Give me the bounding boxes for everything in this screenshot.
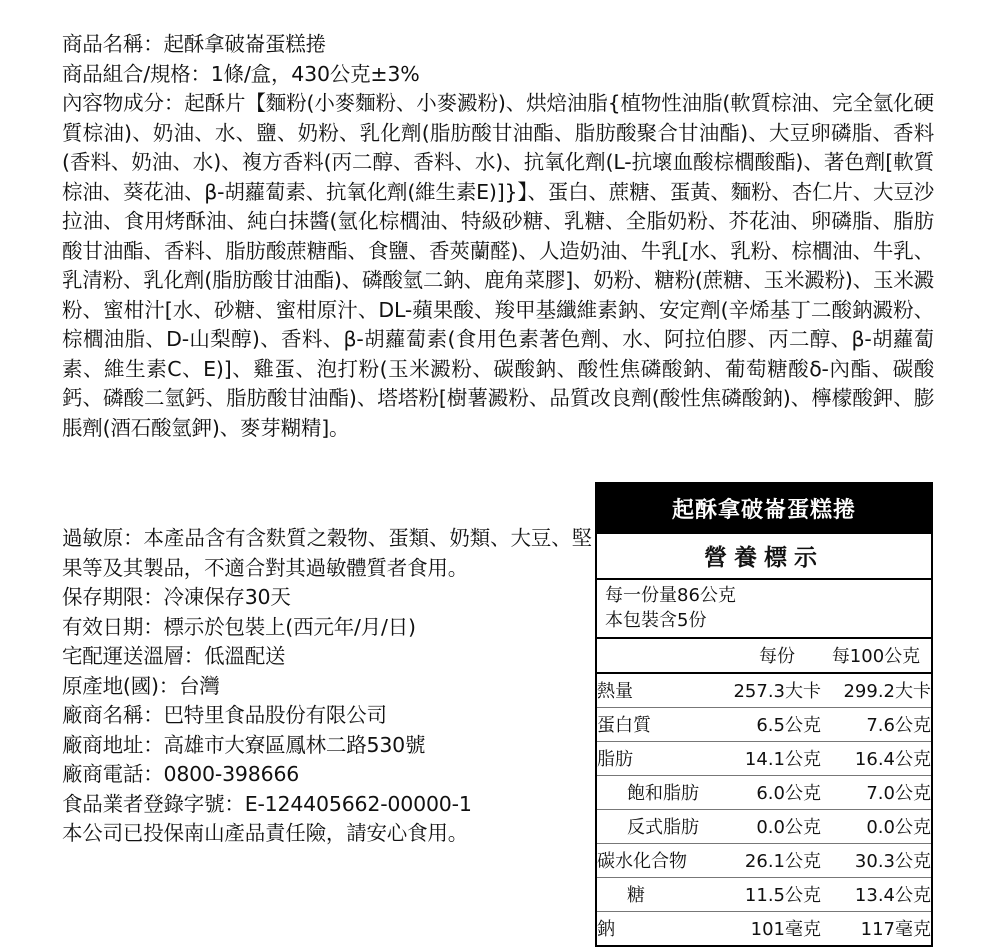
- nutrient-per-serving: 101毫克: [750, 919, 821, 940]
- nutrient-per-serving: 0.0公克: [733, 810, 821, 844]
- expiry-text: 有效日期：標示於包裝上(西元年/月/日): [62, 614, 416, 639]
- nutrient-name: 脂肪: [597, 742, 733, 776]
- nutrition-header-per-100g: 每100公克: [831, 646, 921, 667]
- nutrition-column-headers: [597, 639, 931, 674]
- nutrient-per-100g: 0.0公克: [821, 810, 931, 844]
- serving-size: 每一份量86公克: [605, 585, 736, 606]
- nutrient-per-100g: 13.4公克: [821, 878, 931, 912]
- delivery-temp-text: 宅配運送溫層：低溫配送: [62, 644, 286, 668]
- nutrient-per-100g: 7.6公克: [821, 708, 931, 742]
- ingredients-block: [62, 30, 934, 443]
- nutrient-name: 碳水化合物: [597, 844, 733, 878]
- nutrient-name: 反式脂肪: [597, 810, 733, 844]
- allergen-text: 過敏原：本產品含有含麩質之穀物、蛋類、奶類、大豆、堅果等及其製品，不適合對其過敏體質者食用。: [62, 526, 592, 580]
- nutrition-header-blank: [597, 639, 733, 672]
- table-row: [597, 844, 931, 878]
- nutrient-name: 糖: [597, 878, 733, 912]
- product-name-line: 商品名稱：起酥拿破崙蛋糕捲: [62, 32, 326, 56]
- registration-text: 食品業者登錄字號：E-124405662-00000-1: [62, 791, 472, 816]
- manufacturer-text: 廠商名稱：巴特里食品股份有限公司: [62, 703, 387, 727]
- nutrition-heading: 營養標示: [597, 534, 931, 580]
- nutrient-per-serving: 26.1公克: [733, 844, 821, 878]
- nutrition-serving-info: [597, 580, 931, 639]
- table-row: [597, 708, 931, 742]
- product-spec-line: 商品組合/規格：1條/盒，430公克±3%: [62, 61, 420, 86]
- nutrient-per-100g: 30.3公克: [821, 844, 931, 878]
- nutrient-name: 熱量: [597, 674, 733, 708]
- table-row: [597, 674, 931, 708]
- nutrient-per-100g: 299.2大卡: [821, 674, 931, 708]
- nutrient-per-100g: 16.4公克: [821, 742, 931, 776]
- insurance-text: 本公司已投保南山產品責任險，請安心食用。: [62, 821, 468, 845]
- nutrient-per-serving: 6.5公克: [733, 708, 821, 742]
- table-row: [597, 776, 931, 810]
- origin-text: 原產地(國)：台灣: [62, 673, 220, 698]
- nutrient-per-serving: 14.1公克: [733, 742, 821, 776]
- nutrient-name: 蛋白質: [597, 708, 733, 742]
- table-row: [597, 912, 931, 946]
- table-row: [597, 810, 931, 844]
- servings-per-pack: 本包裝含5份: [605, 610, 707, 631]
- nutrition-header-per-serving: 每份: [759, 646, 795, 667]
- nutrient-name: 飽和脂肪: [597, 776, 733, 810]
- nutrition-product-title: 起酥拿破崙蛋糕捲: [597, 484, 931, 534]
- nutrient-name: 鈉: [597, 919, 615, 940]
- nutrient-per-100g: 7.0公克: [821, 776, 931, 810]
- nutrient-per-100g: 117毫克: [860, 919, 931, 940]
- shelf-life-text: 保存期限：冷凍保存30天: [62, 585, 291, 609]
- table-row: [597, 742, 931, 776]
- ingredients-text: 內容物成分：起酥片【麵粉(小麥麵粉、小麥澱粉)、烘焙油脂{植物性油脂(軟質棕油、完全氫化硬質棕油)、奶油、水、鹽、奶粉、乳化劑(脂肪酸甘油酯、脂肪酸聚合甘油酯)、大豆卵磷脂、香料(香料、奶油、水)、複方香料(丙二醇、香料、水)、抗氧化劑(L-抗壞血酸棕櫚酸酯)、著色劑[軟質棕油、葵花油、β-胡蘿蔔素、抗氧化劑(維生素E)]}】、蛋白、蔗糖、蛋黃、麵粉、杏仁片、大豆沙拉油、食用烤酥油、純白抹醬(氫化棕櫚油、特級砂糖、乳糖、全脂奶粉、芥花油、卵磷脂、脂肪酸甘油酯、香料、脂肪酸蔗糖酯、食鹽、香莢蘭醛)、人造奶油、牛乳[水、乳粉、棕櫚油、牛乳、乳清粉、乳化劑(脂肪酸甘油酯)、磷酸氫二鈉、鹿角菜膠]、奶粉、糖粉(蔗糖、玉米澱粉)、玉米澱粉、蜜柑汁[水、砂糖、蜜柑原汁、DL-蘋果酸、羧甲基纖維素鈉、安定劑(辛烯基丁二酸鈉澱粉、棕櫚油脂、D-山梨醇)、香料、β-胡蘿蔔素(食用色素著色劑、水、阿拉伯膠、丙二醇、β-胡蘿蔔素、維生素C、E)]、雞蛋、泡打粉(玉米澱粉、碳酸鈉、酸性焦磷酸鈉、葡萄糖酸δ-內酯、碳酸鈣、磷酸二氫鈣、脂肪酸甘油酯)、塔塔粉[樹薯澱粉、品質改良劑(酸性焦磷酸鈉)、檸檬酸鉀、膨脹劑(酒石酸氫鉀)、麥芽糊精]。: [62, 91, 934, 440]
- nutrition-rows: [597, 674, 931, 945]
- nutrient-per-serving: 6.0公克: [733, 776, 821, 810]
- label-details-block: [62, 524, 592, 849]
- table-row: [597, 878, 931, 912]
- nutrient-per-serving: 11.5公克: [733, 878, 821, 912]
- nutrition-table: [595, 482, 933, 947]
- nutrient-per-serving: 257.3大卡: [733, 674, 821, 708]
- phone-text: 廠商電話：0800-398666: [62, 762, 300, 786]
- address-text: 廠商地址：高雄市大寮區鳳林二路530號: [62, 732, 426, 757]
